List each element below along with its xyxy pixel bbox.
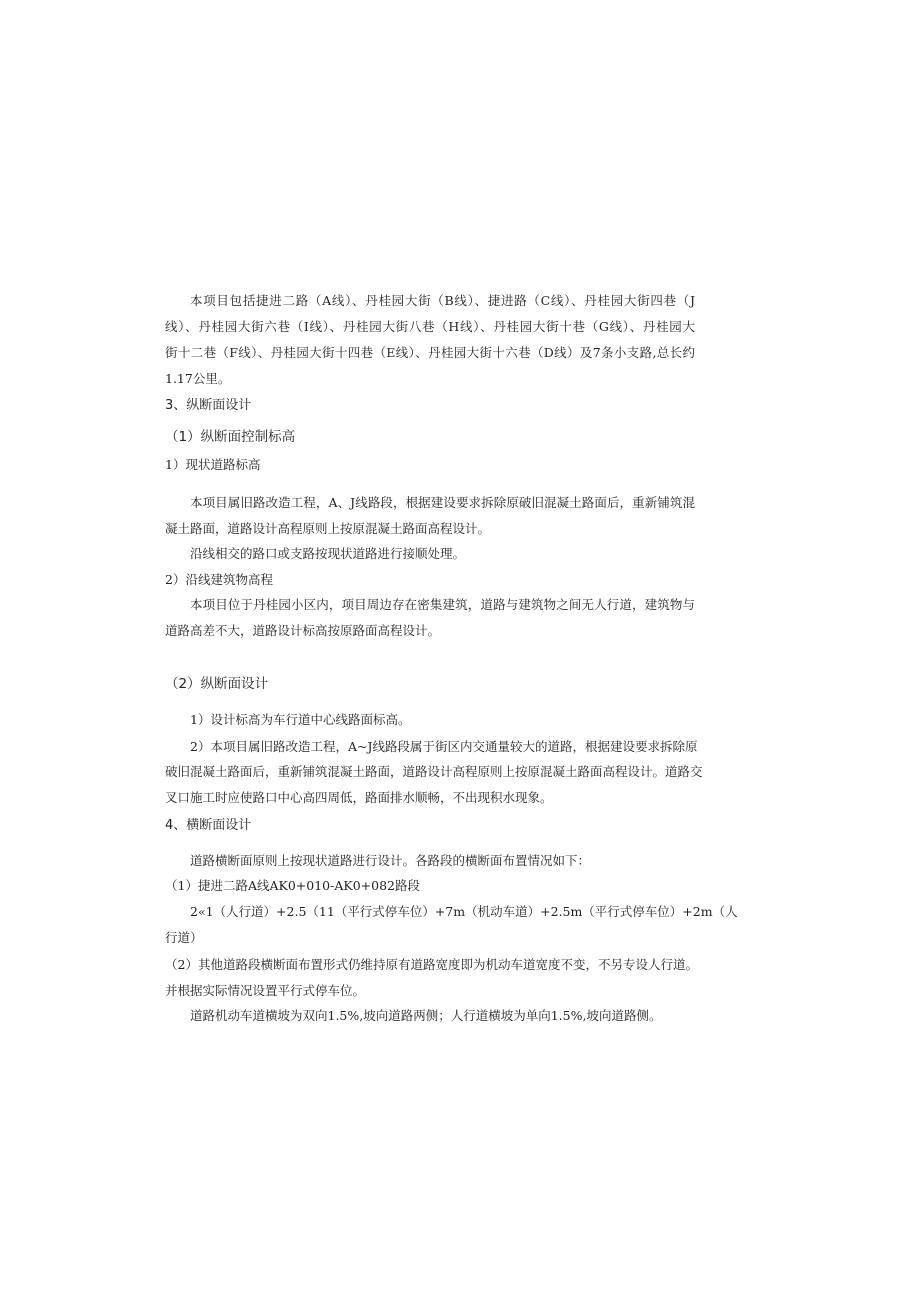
paragraph-line: 破旧混凝土路面后，重新铺筑混凝土路面，道路设计高程原则上按原混凝土路面高程设计。道路交	[165, 764, 703, 779]
paragraph-line: 叉口施工时应使路口中心高四周低，路面排水顺畅，不出现积水现象。	[165, 790, 553, 805]
section-4-heading: 4、横断面设计	[165, 818, 252, 833]
section-3-2-heading: （2）纵断面设计	[165, 676, 269, 692]
item-1-heading: （1）捷进二路A线AK0+010-AK0+082路段	[165, 878, 421, 893]
item-2-heading: 2）沿线建筑物高程	[165, 572, 273, 587]
paragraph-line: 1）设计标高为车行道中心线路面标高。	[190, 712, 411, 727]
section-3-1-heading: （1）纵断面控制标高	[165, 429, 296, 445]
paragraph-line: 道路高差不大，道路设计标高按原路面高程设计。	[165, 623, 441, 638]
intro-line-2: 线）、丹桂园大街六巷（I线）、丹桂园大街八巷（H线）、丹桂园大街十巷（G线）、丹桂园大	[165, 319, 695, 334]
paragraph-line: 道路横断面原则上按现状道路进行设计。各路段的横断面布置情况如下：	[190, 853, 591, 868]
paragraph-line: 并根据实际情况设置平行式停车位。	[165, 983, 366, 998]
intro-line-3: 街十二巷（F线）、丹桂园大街十四巷（E线）、丹桂园大街十六巷（D线）及7条小支路,总长约	[165, 345, 695, 360]
paragraph-line: 行道）	[165, 930, 203, 945]
paragraph-line: 本项目属旧路改造工程，A、J线路段，根据建设要求拆除原破旧混凝土路面后，重新铺筑混	[190, 495, 695, 510]
paragraph-line: 2«1（人行道）+2.5（11（平行式停车位）+7m（机动车道）+2.5m（平行式停车位）+2m（人	[190, 904, 738, 919]
paragraph-line: 沿线相交的路口或支路按现状道路进行接顺处理。	[190, 546, 466, 561]
section-3-heading: 3、纵断面设计	[165, 398, 252, 413]
intro-line-4: 1.17公里。	[165, 371, 231, 386]
paragraph-line: 2）本项目属旧路改造工程，A~J线路段属于街区内交通量较大的道路，根据建设要求拆除原	[190, 739, 698, 754]
paragraph-line: 凝土路面，道路设计高程原则上按原混凝土路面高程设计。	[165, 521, 491, 536]
item-1-heading: 1）现状道路标高	[165, 457, 261, 472]
paragraph-line: （2）其他道路段横断面布置形式仍维持原有道路宽度即为机动车道宽度不变，不另专设人行道。	[165, 957, 698, 972]
paragraph-line: 道路机动车道横坡为双向1.5%,坡向道路两侧；人行道横坡为单向1.5%,坡向道路侧。	[190, 1008, 662, 1023]
paragraph-line: 本项目位于丹桂园小区内，项目周边存在密集建筑，道路与建筑物之间无人行道，建筑物与	[190, 597, 695, 612]
intro-line-1: 本项目包括捷进二路（A线）、丹桂园大街（B线）、捷进路（C线）、丹桂园大街四巷（J	[190, 293, 695, 308]
